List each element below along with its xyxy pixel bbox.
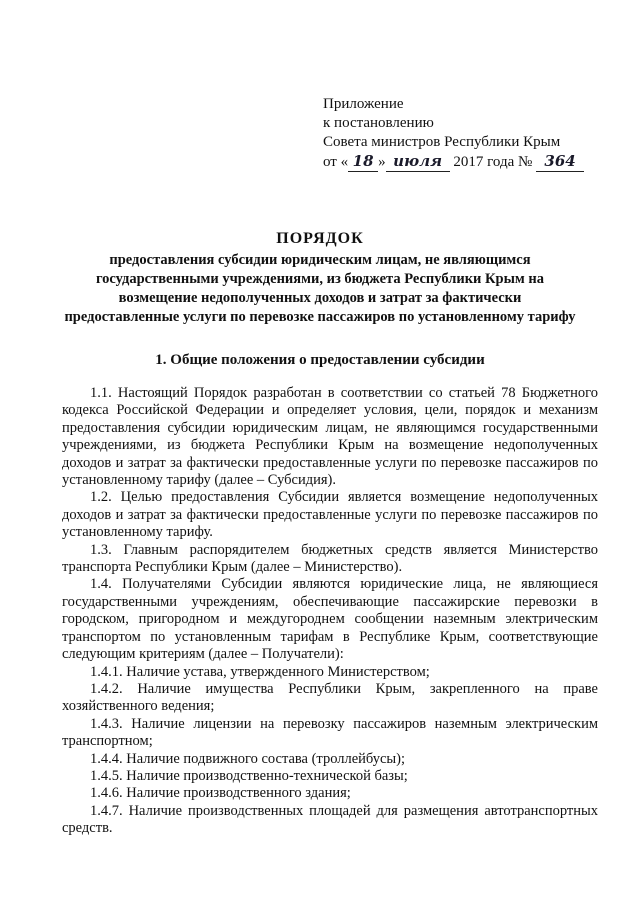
paragraph-1-4: 1.4. Получателями Субсидии являются юридические лица, не являющиеся государственными учреждениям, обеспечивающие пассажирские перевозки в городском, пригородном и междугороднем сообщении наземным электрическим транспортом по установленным тарифам в Республике Крым, соответствующие следующим критериям (далее – Получатели): xyxy=(62,576,598,663)
paragraph-1-4-1: 1.4.1. Наличие устава, утвержденного Министерством; xyxy=(90,663,430,680)
appendix-label: Приложение xyxy=(323,96,404,112)
section-title: 1. Общие положения о предоставлении субсидии xyxy=(155,352,485,368)
paragraph-1-4-6: 1.4.6. Наличие производственного здания; xyxy=(90,785,351,802)
document-title: ПОРЯДОК xyxy=(276,230,364,247)
paragraph-1-4-7: 1.4.7. Наличие производственных площадей для размещения автотранспортных средств. xyxy=(62,802,598,837)
paragraph-1-2: 1.2. Целью предоставления Субсидии является возмещение недополученных доходов и затрат за фактически предоставленные услуги по перевозке пассажиров по установленному тарифу. xyxy=(62,489,598,541)
council-label: Совета министров Республики Крым xyxy=(323,134,561,150)
resolution-label: к постановлению xyxy=(323,115,434,131)
date-prefix: от « xyxy=(323,154,349,170)
date-mid: » xyxy=(378,154,386,170)
handwritten-day: 18 xyxy=(348,152,378,172)
paragraph-1-4-3: 1.4.3. Наличие лицензии на перевозку пассажиров наземным электрическим транспортном; xyxy=(62,715,598,750)
paragraph-1-4-5: 1.4.5. Наличие производственно-технической базы; xyxy=(90,767,408,784)
date-year: 2017 года № xyxy=(453,154,533,170)
appendix-header xyxy=(323,95,623,172)
handwritten-number: 364 xyxy=(536,152,584,172)
paragraph-1-3: 1.3. Главным распорядителем бюджетных средств является Министерство транспорта Республики Крым (далее – Министерство). xyxy=(62,541,598,576)
document-subtitle: предоставления субсидии юридическим лицам, не являющимся государственными учреждениями, из бюджета Республики Крым на возмещение недополученных доходов и затрат за фактически предоставленные услуги по перевозке пассажиров по установленному тарифу xyxy=(64,252,576,325)
paragraph-1-1: 1.1. Настоящий Порядок разработан в соответствии со статьей 78 Бюджетного кодекса Российской Федерации и определяет условия, цели, порядок и механизм предоставления субсидии юридическим лицам, не являющимся государственными учреждениями, из бюджета Республики Крым на возмещение недополученных доходов и затрат за фактически предоставленные услуги по перевозке пассажиров по установленному тарифу (далее – Субсидия). xyxy=(62,385,598,489)
paragraph-1-4-4: 1.4.4. Наличие подвижного состава (троллейбусы); xyxy=(90,750,406,767)
handwritten-month: июля xyxy=(386,152,450,172)
document-body xyxy=(62,385,598,838)
paragraph-1-4-2: 1.4.2. Наличие имущества Республики Крым, закрепленного на праве хозяйственного ведения; xyxy=(62,680,598,715)
date-line xyxy=(323,152,623,172)
